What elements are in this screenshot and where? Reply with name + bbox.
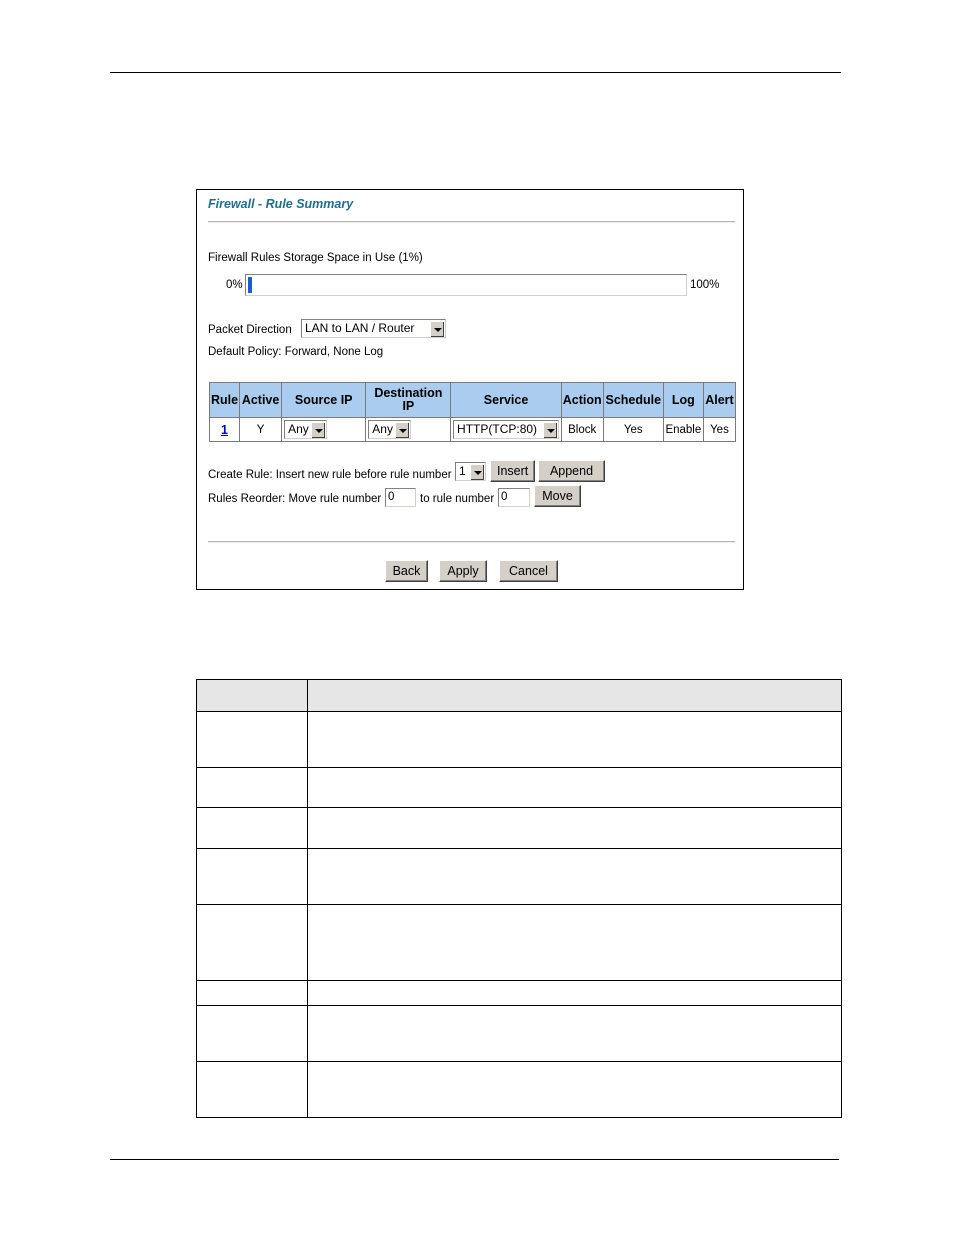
col-rule: Rule [210, 383, 240, 418]
panel-title: Firewall - Rule Summary [208, 197, 354, 211]
field-description-table [196, 679, 842, 1118]
chevron-down-icon[interactable] [311, 422, 325, 438]
service-cell [451, 418, 561, 442]
insert-position-value: 1 [459, 464, 466, 478]
col-log: Log [663, 383, 703, 418]
source-ip-select[interactable] [284, 420, 327, 439]
rule-number-cell [210, 418, 240, 442]
source-ip-cell [282, 418, 366, 442]
rules-table [209, 382, 736, 442]
service-value: HTTP(TCP:80) [457, 422, 538, 436]
chevron-down-icon[interactable] [543, 422, 557, 438]
rule-edit-link[interactable]: 1 [221, 422, 228, 437]
apply-button[interactable]: Apply [439, 560, 487, 582]
insert-button[interactable]: Insert [490, 460, 535, 482]
move-to-input[interactable]: 0 [498, 488, 530, 507]
chevron-down-icon[interactable] [430, 321, 444, 337]
back-button[interactable]: Back [385, 560, 428, 582]
title-divider [208, 221, 735, 223]
page-footer-rule [110, 1159, 839, 1160]
table-row [197, 849, 842, 905]
chevron-down-icon[interactable] [470, 464, 484, 480]
alert-cell: Yes [703, 418, 735, 442]
footer-divider [208, 541, 735, 543]
cancel-button[interactable]: Cancel [499, 560, 558, 582]
col-active: Active [240, 383, 282, 418]
create-rule-label: Create Rule: Insert new rule before rule number [208, 469, 452, 481]
log-cell: Enable [663, 418, 703, 442]
col-schedule: Schedule [603, 383, 663, 418]
table-row [197, 712, 842, 768]
source-ip-value: Any [288, 422, 309, 436]
table-row [197, 905, 842, 981]
reorder-label: Rules Reorder: Move rule number [208, 493, 382, 505]
service-select[interactable] [453, 420, 559, 439]
chevron-down-icon[interactable] [395, 422, 409, 438]
col-destination-ip-line2: IP [402, 399, 415, 413]
storage-min-label: 0% [226, 279, 243, 291]
col-service: Service [451, 383, 561, 418]
reorder-to-label: to rule number [420, 493, 495, 505]
col-alert: Alert [703, 383, 735, 418]
table-row [197, 981, 842, 1006]
storage-usage-fill [248, 277, 252, 293]
col-destination-ip [366, 383, 451, 418]
rules-table-header [210, 383, 736, 418]
destination-ip-select[interactable] [368, 420, 411, 439]
page-header-rule [110, 72, 841, 73]
packet-direction-label: Packet Direction [208, 324, 292, 336]
default-policy-text: Default Policy: Forward, None Log [208, 346, 384, 358]
packet-direction-value: LAN to LAN / Router [305, 321, 415, 335]
table-row [210, 418, 736, 442]
destination-ip-cell [366, 418, 451, 442]
schedule-cell: Yes [603, 418, 663, 442]
storage-max-label: 100% [690, 279, 720, 291]
insert-position-select[interactable] [455, 462, 486, 481]
destination-ip-value: Any [372, 422, 393, 436]
firewall-rule-summary-screenshot [196, 189, 744, 590]
col-action: Action [561, 383, 603, 418]
col-destination-ip-line1: Destination [374, 386, 443, 400]
active-cell: Y [240, 418, 282, 442]
description-table-header [197, 680, 842, 712]
storage-usage-bar [245, 274, 687, 296]
table-row [197, 768, 842, 808]
append-button[interactable]: Append [538, 460, 605, 482]
packet-direction-select[interactable] [301, 319, 446, 338]
move-from-input[interactable]: 0 [385, 488, 416, 507]
col-source-ip: Source IP [282, 383, 366, 418]
table-row [197, 808, 842, 849]
table-row [197, 1062, 842, 1118]
table-row [197, 1006, 842, 1062]
move-button[interactable]: Move [534, 485, 581, 507]
action-cell: Block [561, 418, 603, 442]
storage-usage-label: Firewall Rules Storage Space in Use (1%) [208, 252, 423, 264]
